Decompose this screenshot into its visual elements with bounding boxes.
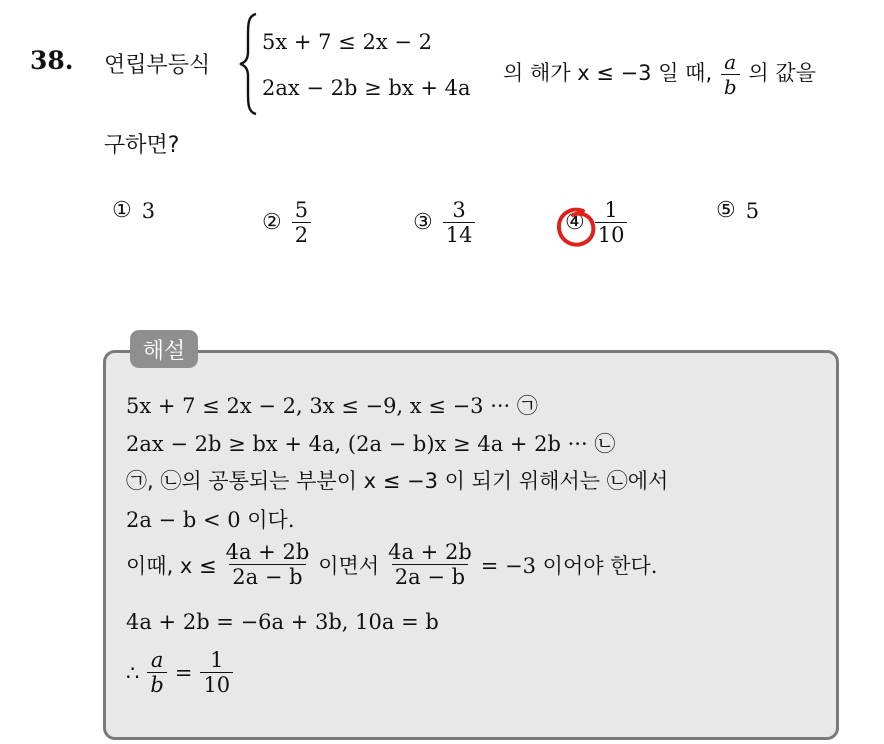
solution-line-5 (126, 540, 657, 589)
option-1-value: 3 (141, 198, 156, 223)
question-number: 38. (30, 46, 74, 75)
question-fraction-den: b (721, 74, 740, 99)
option-2-circle: ② (262, 210, 282, 235)
solution-line-5-fraction-1-den: 2a − b (229, 564, 305, 589)
answer-mark-circle-icon (553, 203, 601, 253)
solution-line-5-fraction-1 (223, 540, 313, 589)
solution-line-5-c: = −3 이어야 한다. (480, 553, 658, 578)
solution-line-7-fraction (147, 648, 166, 697)
question-line-2: 구하면? (104, 133, 180, 158)
solution-line-5-fraction-2 (385, 540, 475, 589)
solution-line-6: 4a + 2b = −6a + 3b, 10a = b (126, 610, 439, 634)
solution-tag: 해설 (130, 330, 198, 368)
solution-line-7-result (200, 648, 233, 697)
option-3[interactable] (413, 198, 475, 247)
solution-line-7-result-num: 1 (210, 648, 224, 672)
solution-line-5-a: 이때, x ≤ (126, 553, 217, 578)
option-4-num: 1 (604, 198, 618, 222)
option-3-circle: ③ (413, 210, 433, 235)
solution-line-5-fraction-2-num: 4a + 2b (388, 540, 472, 564)
option-4-den: 10 (595, 222, 628, 247)
solution-line-4: 2a − b < 0 이다. (126, 508, 295, 532)
option-1-circle: ① (112, 198, 132, 223)
solution-line-7-eq: = (174, 660, 193, 685)
system-brace (238, 12, 260, 116)
therefore-symbol: ∴ (126, 660, 140, 685)
solution-line-5-fraction-1-num: 4a + 2b (225, 540, 310, 564)
system-line-1: 5x + 7 ≤ 2x − 2 (262, 30, 432, 54)
option-5-value: 5 (745, 198, 760, 223)
solution-line-7-num: a (150, 648, 164, 672)
option-2-den: 2 (292, 222, 311, 247)
option-3-fraction (443, 198, 476, 247)
option-5[interactable] (716, 198, 759, 223)
system-line-2: 2ax − 2b ≥ bx + 4a (262, 76, 471, 100)
solution-line-7-result-den: 10 (200, 672, 233, 697)
option-2-num: 5 (294, 198, 309, 222)
solution-line-5-b: 이면서 (318, 553, 380, 578)
option-2[interactable] (262, 198, 311, 247)
option-3-num: 3 (452, 198, 466, 222)
question-middle: 의 해가 x ≤ −3 일 때, (503, 61, 713, 85)
question-fraction (721, 50, 740, 99)
solution-line-5-fraction-2-den: 2a − b (392, 564, 468, 589)
option-1[interactable] (112, 198, 155, 223)
question-fraction-num: a (724, 50, 737, 74)
solution-line-7-den: b (147, 672, 166, 697)
question-condition (503, 50, 816, 99)
question-prefix: 연립부등식 (104, 53, 211, 78)
solution-line-2: 2ax − 2b ≥ bx + 4a, (2a − b)x ≥ 4a + 2b ··· ㉡ (126, 432, 616, 456)
solution-line-1: 5x + 7 ≤ 2x − 2, 3x ≤ −9, x ≤ −3 ··· ㉠ (126, 394, 538, 418)
solution-line-7 (126, 648, 233, 697)
option-5-circle: ⑤ (716, 198, 736, 223)
option-3-den: 14 (443, 222, 476, 247)
solution-line-3: ㉠, ㉡의 공통되는 부분이 x ≤ −3 이 되기 위해서는 ㉡에서 (126, 469, 669, 493)
option-2-fraction (292, 198, 311, 247)
option-4-circle: ④ (565, 210, 585, 235)
question-suffix: 의 값을 (748, 61, 816, 85)
